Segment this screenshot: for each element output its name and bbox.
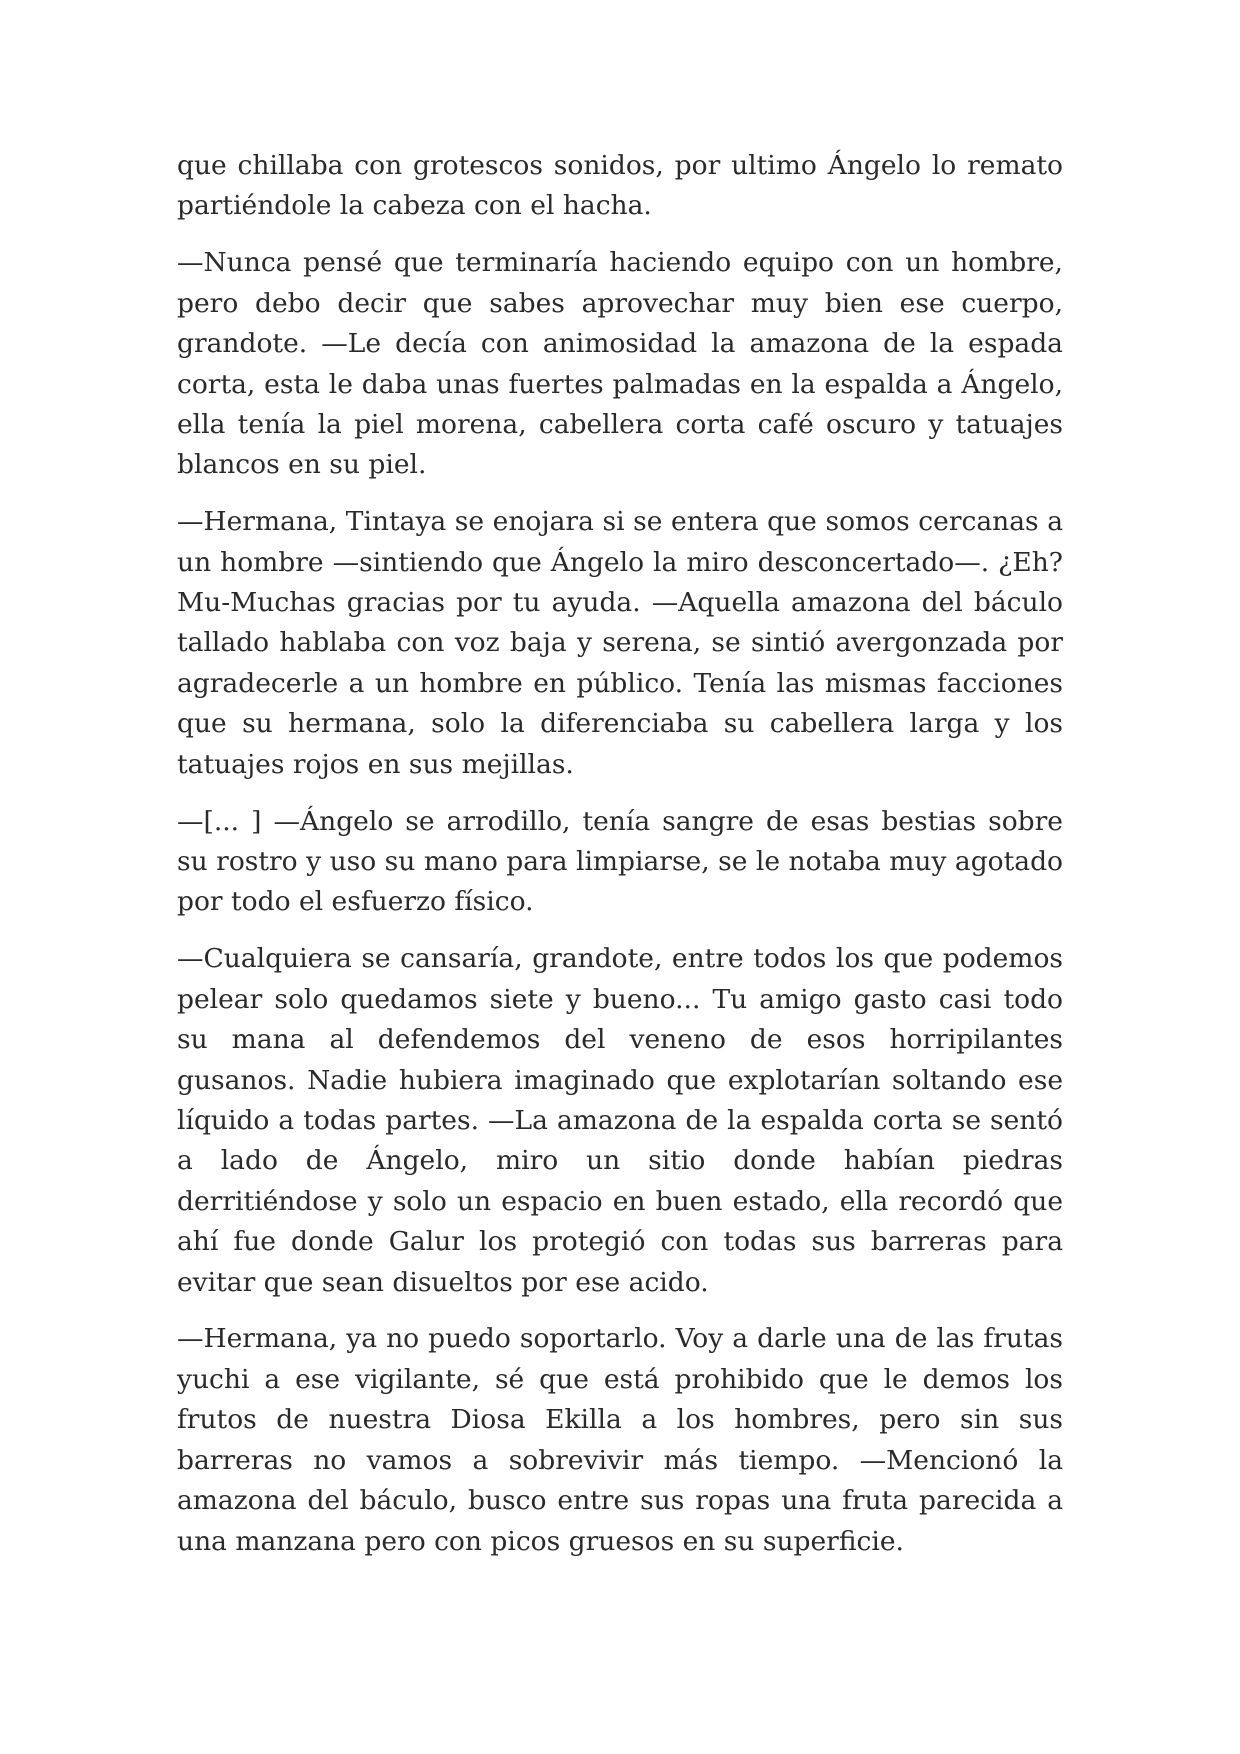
paragraph-2: —Nunca pensé que terminaría haciendo equipo con un hombre, pero debo decir que sabes aprovechar muy bien ese cuerpo, grandote. —Le decía con animosidad la amazona de la espada corta, esta le daba unas fuertes palmadas en la espalda a Ángelo, ella tenía la piel morena, cabellera corta café oscuro y tatuajes blancos en su piel. — [177, 247, 1063, 481]
paragraph-4: —[... ] —Ángelo se arrodillo, tenía sangre de esas bestias sobre su rostro y uso su mano para limpiarse, se le notaba muy agotado por todo el esfuerzo físico. — [177, 805, 1063, 918]
paragraph-5: —Cualquiera se cansaría, grandote, entre todos los que podemos pelear solo quedamos siete y bueno... Tu amigo gasto casi todo su mana al defendemos del veneno de esos horripilantes gusanos. Nadie hubiera imaginado que explotarían soltando ese líquido a todas partes. —La amazona de la espalda corta se sentó a lado de Ángelo, miro un sitio donde habían piedras derritiéndose y solo un espacio en buen estado, ella recordó que ahí fue donde Galur los protegió con todas sus barreras para evitar que sean disueltos por ese acido. — [177, 943, 1063, 1298]
paragraph-1: que chillaba con grotescos sonidos, por ultimo Ángelo lo remato partiéndole la cabeza con el hacha. — [177, 150, 1063, 222]
body-text — [177, 146, 1063, 1578]
paragraph-3: —Hermana, Tintaya se enojara si se entera que somos cercanas a un hombre —sintiendo que Ángelo la miro desconcertado—. ¿Eh? Mu-Muchas gracias por tu ayuda. —Aquella amazona del báculo tallado hablaba con voz baja y serena, se sintió avergonzada por agradecerle a un hombre en público. Tenía las mismas facciones que su hermana, solo la diferenciaba su cabellera larga y los tatuajes rojos en sus mejillas. — [177, 506, 1063, 780]
paragraph-6: —Hermana, ya no puedo soportarlo. Voy a darle una de las frutas yuchi a ese vigilante, sé que está prohibido que le demos los frutos de nuestra Diosa Ekilla a los hombres, pero sin sus barreras no vamos a sobrevivir más tiempo. —Mencionó la amazona del báculo, busco entre sus ropas una fruta parecida a una manzana pero con picos gruesos en su superficie. — [177, 1323, 1063, 1557]
